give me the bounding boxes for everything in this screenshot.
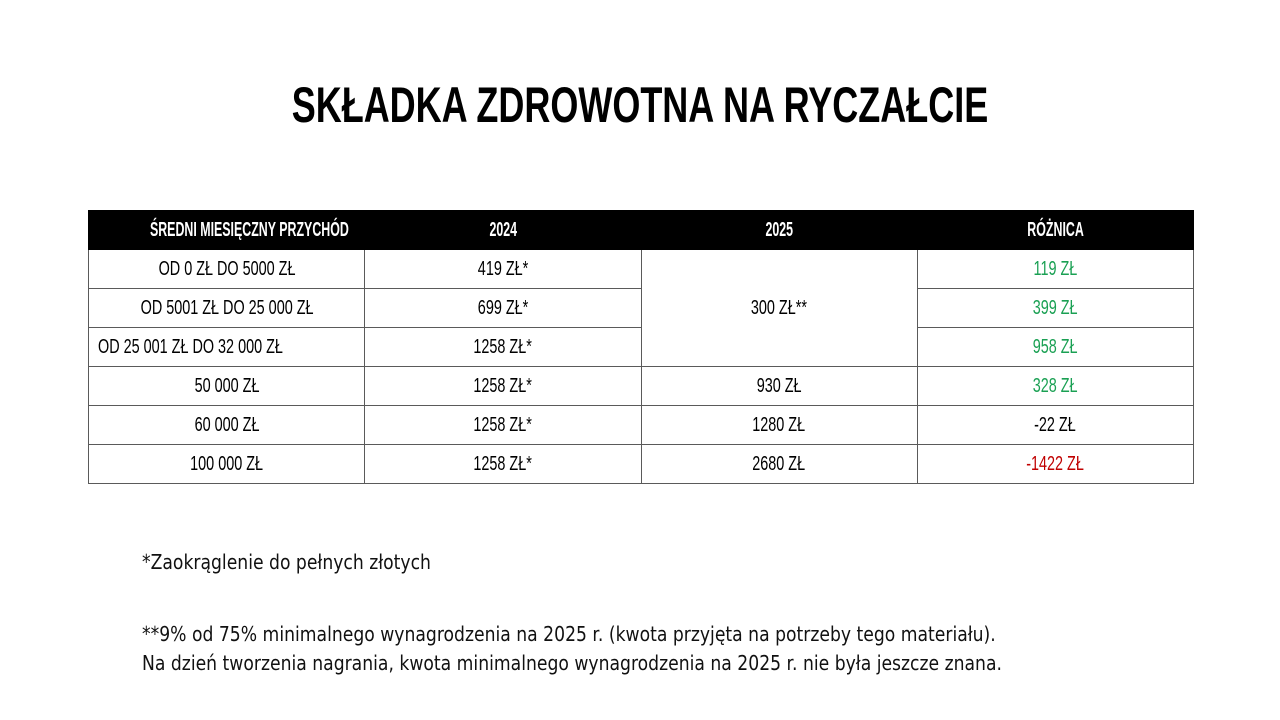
value-2025-cell: 2680 ZŁ bbox=[641, 445, 917, 484]
income-cell: 60 000 ZŁ bbox=[89, 406, 365, 445]
value-2024-cell: 1258 ZŁ* bbox=[365, 445, 641, 484]
table-row bbox=[89, 250, 1194, 289]
table-header-row bbox=[89, 211, 1194, 250]
footnote-assumption-line1: **9% od 75% minimalnego wynagrodzenia na 2025 r. (kwota przyjęta na potrzeby tego materiału). bbox=[142, 622, 996, 646]
header-2024: 2024 bbox=[365, 211, 641, 250]
footnote-assumption-line2: Na dzień tworzenia nagrania, kwota minimalnego wynagrodzenia na 2025 r. nie była jeszcze znana. bbox=[142, 651, 1002, 675]
difference-cell: 328 ZŁ bbox=[917, 367, 1193, 406]
table-row bbox=[89, 367, 1194, 406]
income-cell: OD 0 ZŁ DO 5000 ZŁ bbox=[89, 250, 365, 289]
difference-cell: 958 ZŁ bbox=[917, 328, 1193, 367]
value-2025-cell: 930 ZŁ bbox=[641, 367, 917, 406]
table-row bbox=[89, 445, 1194, 484]
header-2025: 2025 bbox=[641, 211, 917, 250]
difference-cell: -1422 ZŁ bbox=[917, 445, 1193, 484]
table-row bbox=[89, 406, 1194, 445]
value-2024-cell: 1258 ZŁ* bbox=[365, 328, 641, 367]
income-cell: OD 25 001 ZŁ DO 32 000 ZŁ bbox=[89, 328, 365, 367]
value-2024-cell: 1258 ZŁ* bbox=[365, 367, 641, 406]
difference-cell: 119 ZŁ bbox=[917, 250, 1193, 289]
difference-cell: -22 ZŁ bbox=[917, 406, 1193, 445]
slide-title: SKŁADKA ZDROWOTNA NA RYCZAŁCIE bbox=[291, 77, 989, 133]
header-income: ŚREDNI MIESIĘCZNY PRZYCHÓD bbox=[89, 211, 365, 250]
difference-cell: 399 ZŁ bbox=[917, 289, 1193, 328]
income-cell: OD 5001 ZŁ DO 25 000 ZŁ bbox=[89, 289, 365, 328]
header-difference: RÓŻNICA bbox=[917, 211, 1193, 250]
value-2024-cell: 419 ZŁ* bbox=[365, 250, 641, 289]
value-2025-merged-cell: 300 ZŁ** bbox=[641, 250, 917, 367]
value-2024-cell: 699 ZŁ* bbox=[365, 289, 641, 328]
value-2025-cell: 1280 ZŁ bbox=[641, 406, 917, 445]
value-2024-cell: 1258 ZŁ* bbox=[365, 406, 641, 445]
income-cell: 50 000 ZŁ bbox=[89, 367, 365, 406]
footnote-rounding: *Zaokrąglenie do pełnych złotych bbox=[142, 550, 431, 574]
income-cell: 100 000 ZŁ bbox=[89, 445, 365, 484]
contribution-table bbox=[88, 210, 1194, 484]
